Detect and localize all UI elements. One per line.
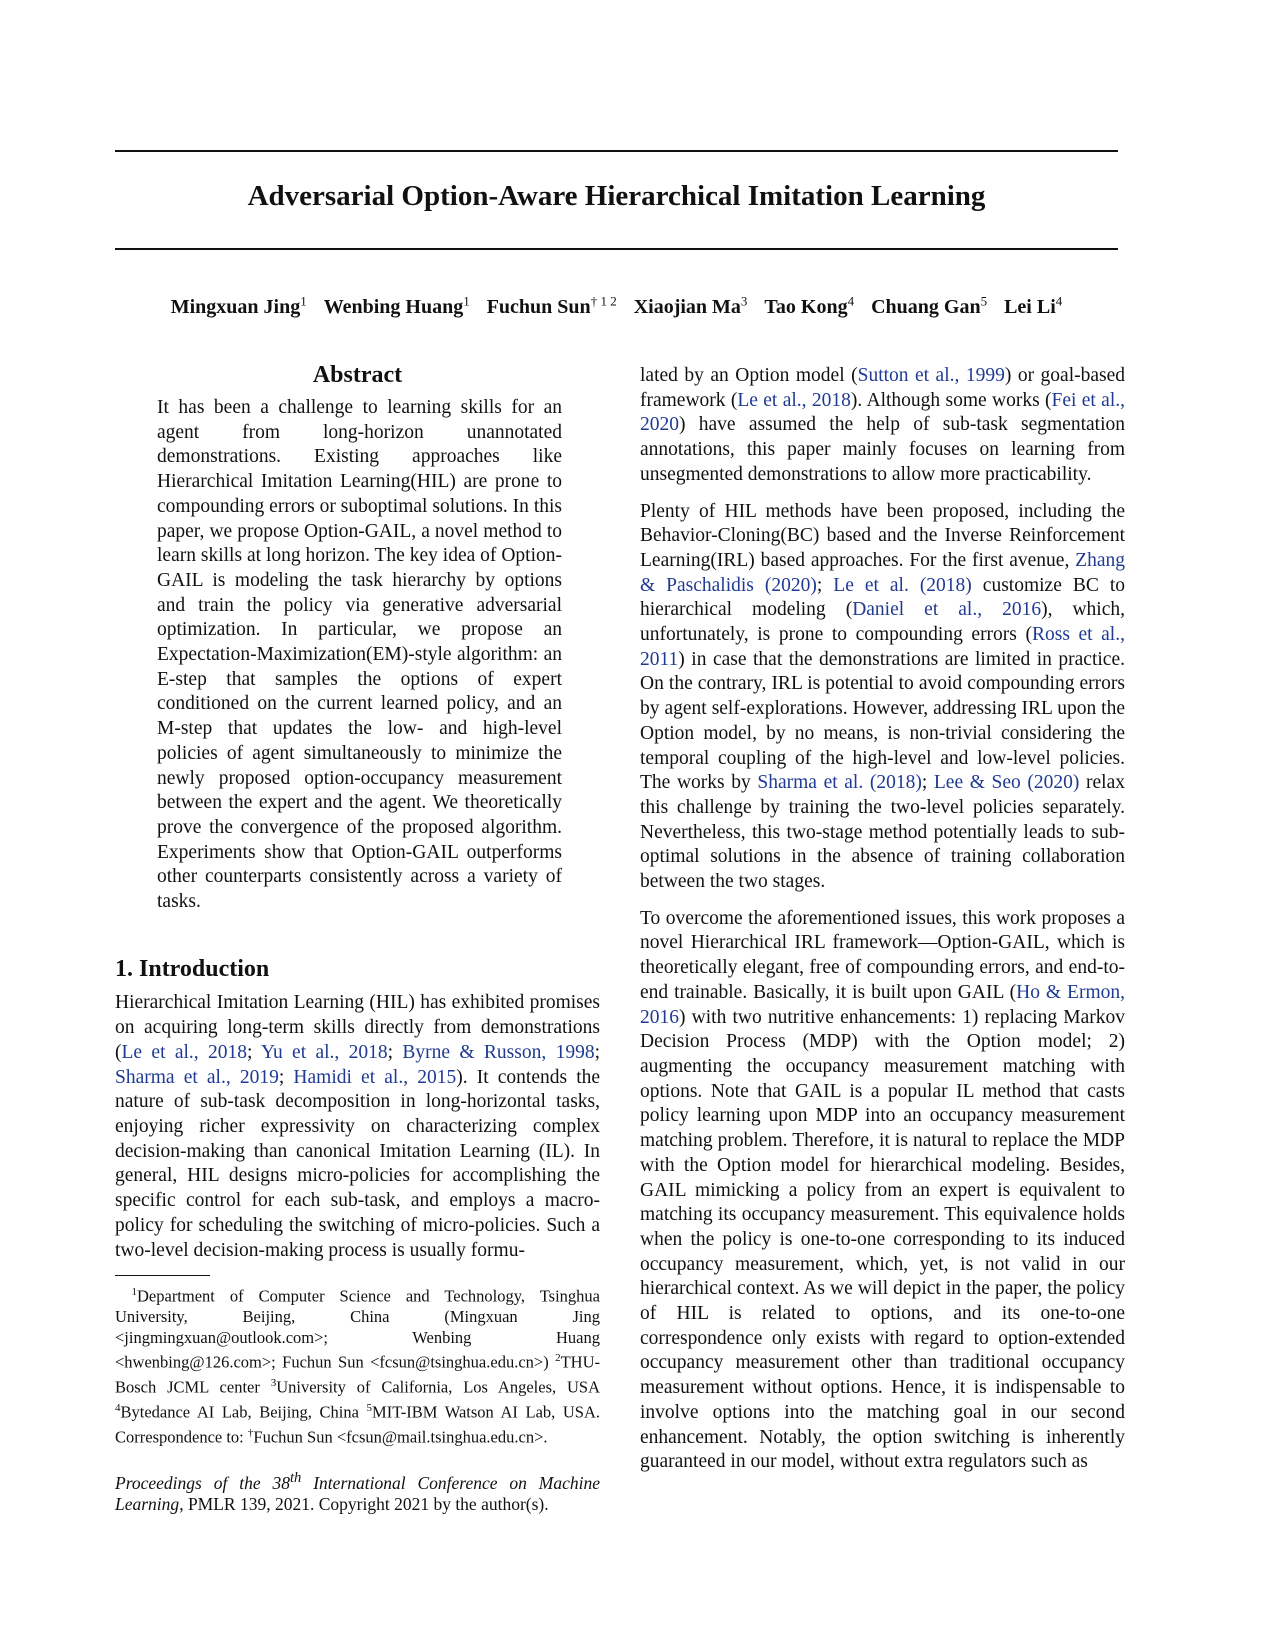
author: Wenbing Huang$^1$ bbox=[323, 293, 470, 318]
paper-title: Adversarial Option-Aware Hierarchical Imitation Learning bbox=[247, 180, 986, 212]
abstract-text: It has been a challenge to learning skills for an agent from long-horizon unannotated demonstrations. Existing approaches like Hierarchical Imitation Learning(HIL) are prone to compounding errors or suboptimal solutions. In this paper, we propose Option-GAIL, a novel method to learn skills at long horizon. The key idea of Option-GAIL is modeling the task hierarchy by options and train the policy via generative adversarial optimization. In particular, we propose an Expectation-Maximization(EM)-style algorithm: an E-step that samples the options of expert conditioned on the current learned policy, and an M-step that updates the low- and high-level policies of agent simultaneously to minimize the newly proposed option-occupancy measurement between the expert and the agent. We theoretically prove the convergence of the proposed algorithm. Experiments show that Option-GAIL outperforms other counterparts consistently across a variety of tasks. bbox=[157, 397, 562, 913]
citation-link[interactable]: Sharma et al., 2019 bbox=[115, 1066, 279, 1088]
citation-link[interactable]: Byrne & Russon, 1998 bbox=[402, 1041, 595, 1063]
title-bottom-rule bbox=[115, 248, 1118, 250]
citation-link[interactable]: Le et al. (2018) bbox=[833, 574, 972, 596]
author: Fuchun Sun$^{\dagger 1 2}$ bbox=[486, 293, 617, 318]
citation-link[interactable]: Zhang & Paschalidis (2020) bbox=[640, 549, 1125, 596]
affiliation-footnote: $^1$Department of Computer Science and Technology, Tsinghua University, Beijing, China (Mingxuan Jing <jingmingxuan@outlook.com>; Wenbing Huang <hwenbing@126.com>; Fuchun Sun <fcsun@tsinghua.edu.cn>) $^2$THU-Bosch JCML center $^3$University of California, Los Angeles, USA $^4$Bytedance AI Lab, Beijing, China $^5$MIT-IBM Watson AI Lab, USA. Correspondence to: †Fuchun Sun <fcsun@mail.tsinghua.edu.cn>. bbox=[115, 1286, 601, 1447]
body-paragraph: lated by an Option model (Sutton et al., 1999) or goal-based framework (Le et al., 2018). Although some works (Fei et al., 2020) have assumed the help of sub-task segmentation annotations, this paper mainly focuses on learning from unsegmented demonstrations to allow more practicability. bbox=[640, 365, 1126, 485]
left-column bbox=[115, 360, 600, 1515]
citation-link[interactable]: Ho & Ermon, 2016 bbox=[640, 981, 1125, 1028]
introduction-heading: 1. Introduction bbox=[115, 955, 270, 982]
author: Tao Kong$^4$ bbox=[764, 293, 855, 318]
abstract-heading: Abstract bbox=[312, 362, 403, 388]
top-rule bbox=[115, 150, 1118, 152]
proceedings-note: Proceedings of the 38th International Conference on Machine Learning, PMLR 139, 2021. Copyright 2021 by the author(s). bbox=[115, 1470, 600, 1515]
citation-link[interactable]: Hamidi et al., 2015 bbox=[293, 1066, 457, 1088]
footnote-rule bbox=[115, 1275, 210, 1276]
citation-link[interactable]: Le et al., 2018 bbox=[737, 389, 851, 411]
citation-link[interactable]: Ross et al., 2011 bbox=[640, 624, 1125, 670]
citation-link[interactable]: Yu et al., 2018 bbox=[261, 1041, 388, 1063]
right-column bbox=[640, 364, 1125, 1487]
citation-link[interactable]: Daniel et al., 2016 bbox=[852, 599, 1042, 621]
citation-link[interactable]: Le et al., 2018 bbox=[121, 1041, 247, 1063]
author: Mingxuan Jing$^1$ bbox=[170, 293, 307, 318]
citation-link[interactable]: Sutton et al., 1999 bbox=[857, 365, 1005, 386]
body-paragraph: Plenty of HIL methods have been proposed, including the Behavior-Cloning(BC) based and the Inverse Reinforcement Learning(IRL) based approaches. For the first avenue, Zhang & Paschalidis (2020); Le et al. (2018) customize BC to hierarchical modeling (Daniel et al., 2016), which, unfortunately, is prone to compounding errors (Ross et al., 2011) in case that the demonstrations are limited in practice. On the contrary, IRL is potential to avoid compounding errors by agent self-explorations. However, addressing IRL upon the Option model, by no means, is non-trivial considering the temporal coupling of the high-level and low-level policies. The works by Sharma et al. (2018); Lee & Seo (2020) relax this challenge by training the two-level policies separately. Nevertheless, this two-stage method potentially leads to sub-optimal solutions in the absence of training collaboration between the two stages. bbox=[640, 500, 1126, 893]
citation-link[interactable]: Sharma et al. (2018) bbox=[757, 772, 922, 794]
citation-link[interactable]: Lee & Seo (2020) bbox=[933, 772, 1080, 794]
author-list bbox=[115, 293, 1118, 319]
intro-paragraph: Hierarchical Imitation Learning (HIL) has exhibited promises on acquiring long-term skills directly from demonstrations (Le et al., 2018; Yu et al., 2018; Byrne & Russon, 1998; Sharma et al., 2019; Hamidi et al., 2015). It contends the nature of sub-task decomposition in long-horizontal tasks, enjoying richer expressivity on characterizing complex decision-making than canonical Imitation Learning (IL). In general, HIL designs micro-policies for accomplishing the specific control for each sub-task, and employs a macro-policy for scheduling the switching of micro-policies. Such a two-level decision-making process is usually formu- bbox=[115, 992, 601, 1261]
author: Chuang Gan$^5$ bbox=[871, 293, 988, 318]
citation-link[interactable]: Fei et al., 2020 bbox=[640, 389, 1125, 436]
author: Xiaojian Ma$^3$ bbox=[633, 293, 748, 318]
author: Lei Li$^4$ bbox=[1004, 293, 1063, 318]
body-paragraph: To overcome the aforementioned issues, this work proposes a novel Hierarchical IRL framework—Option-GAIL, which is theoretically elegant, free of compounding errors, and end-to-end trainable. Basically, it is built upon GAIL (Ho & Ermon, 2016) with two nutritive enhancements: 1) replacing Markov Decision Process (MDP) with the Option model; 2) augmenting the occupancy measurement matching with options. Note that GAIL is a popular IL method that casts policy learning upon MDP into an occupancy measurement matching problem. Therefore, it is natural to replace the MDP with the Option model for hierarchical modeling. Besides, GAIL mimicking a policy from an expert is equivalent to matching its occupancy measurement. This equivalence holds when the policy is one-to-one corresponding to its induced occupancy measurement, which, yet, is not valid in our hierarchical context. As we will depict in the paper, the policy of HIL is related to options, and its one-to-one correspondence only exists with regard to option-extended occupancy measurement other than traditional occupancy measurement without options. Hence, it is indispensable to involve options into the matching goal in our second enhancement. Notably, the option switching is inherently guaranteed in our model, without extra regulators such as bbox=[640, 907, 1125, 1473]
